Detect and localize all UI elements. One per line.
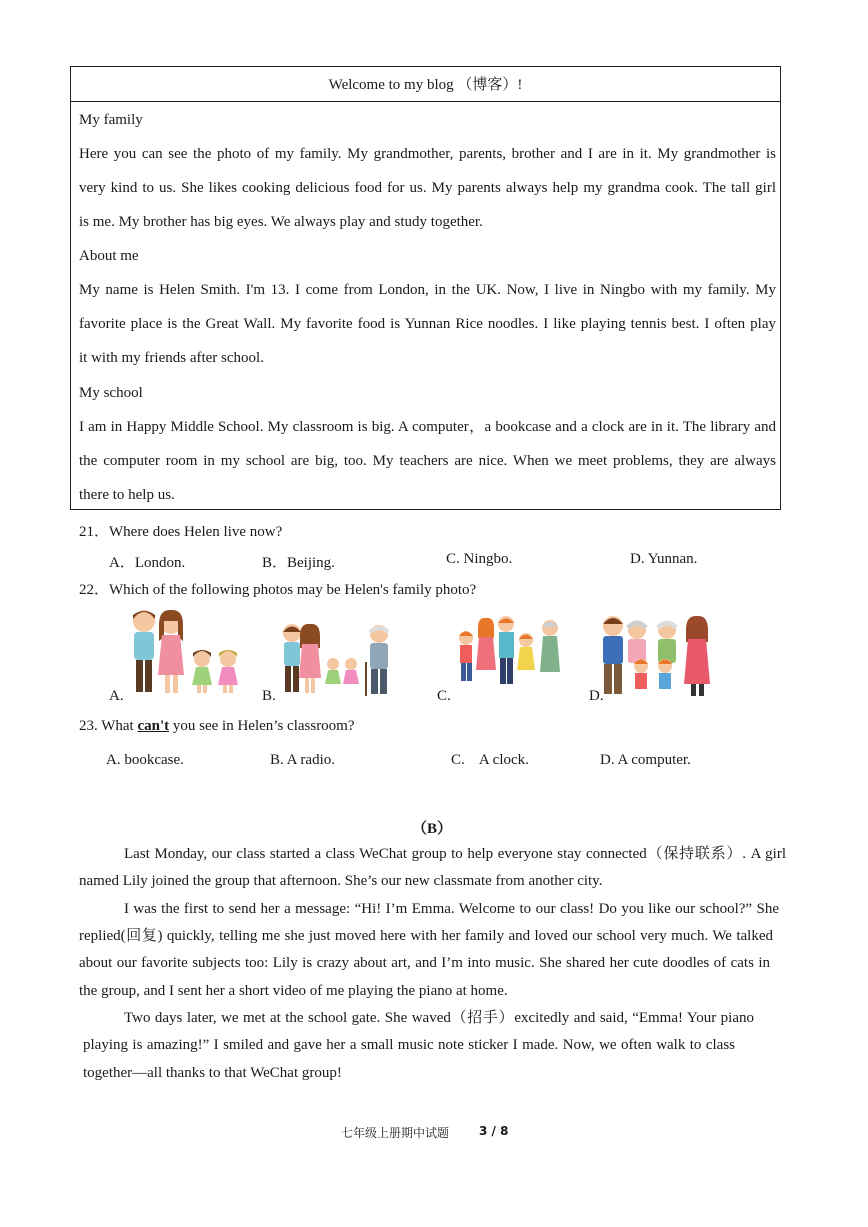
passage-line: the group, and I sent her a short video of me playing the piano at home. bbox=[79, 983, 508, 999]
q22-label-a: A. bbox=[109, 688, 124, 704]
passage-line: playing is amazing!” I smiled and gave her a small music note sticker I made. Now, we often walk to class bbox=[83, 1037, 735, 1053]
about-line: My name is Helen Smith. I'm 13. I come from London, in the UK. Now, I live in Ningbo with my family. My bbox=[79, 282, 776, 298]
q23-option-c: C. A clock. bbox=[451, 752, 529, 768]
q23-emphasis: can't bbox=[137, 718, 170, 734]
passage-line: together—all thanks to that WeChat group! bbox=[83, 1065, 342, 1081]
question-21: 21．Where does Helen live now? bbox=[79, 524, 283, 540]
family-photo-b bbox=[278, 622, 400, 702]
school-line: the computer room in my school are big, too. My teachers are nice. When we meet problems, they are always bbox=[79, 453, 776, 469]
passage-line: Two days later, we met at the school gate. She waved（招手）excitedly and said, “Emma! Your piano bbox=[124, 1010, 754, 1026]
page-number: 3 / 8 bbox=[479, 1124, 509, 1138]
q21-option-b: B．Beijing. bbox=[262, 555, 335, 571]
q23-prefix: 23. What bbox=[79, 718, 138, 734]
q21-option-c: C. Ningbo. bbox=[446, 551, 513, 567]
q23-option-b: B. A radio. bbox=[270, 752, 336, 768]
family-heading: My family bbox=[79, 112, 143, 128]
q22-label-d: D. bbox=[589, 688, 604, 704]
passage-line: about our favorite subjects too: Lily is crazy about art, and I’m into music. She shared her cute doodles of cats in bbox=[79, 955, 770, 971]
passage-line: I was the first to send her a message: “Hi! I’m Emma. Welcome to our class! Do you like our school?” She bbox=[124, 901, 779, 917]
footer-title: 七年级上册期中试题 bbox=[341, 1126, 450, 1140]
school-line: I am in Happy Middle School. My classroom is big. A computer，a bookcase and a clock are in it. The library and bbox=[79, 419, 776, 435]
family-line: is me. My brother has big eyes. We always play and study together. bbox=[79, 214, 483, 230]
family-line: very kind to us. She likes cooking delicious food for us. My parents always help my grandma cook. The tall girl bbox=[79, 180, 776, 196]
family-photo-a bbox=[126, 607, 246, 703]
passage-line: named Lily joined the group that afternoon. She’s our new classmate from another city. bbox=[79, 873, 603, 889]
blog-title: Welcome to my blog （博客）! bbox=[71, 67, 780, 102]
passage-line: Last Monday, our class started a class WeChat group to help everyone stay connected（保持联系）. A girl bbox=[124, 846, 786, 862]
family-photo-c bbox=[454, 612, 572, 692]
q21-option-d: D. Yunnan. bbox=[630, 551, 698, 567]
q22-label-b: B. bbox=[262, 688, 276, 704]
question-23 bbox=[79, 718, 355, 735]
q21-option-a: A．London. bbox=[109, 555, 186, 571]
family-line: Here you can see the photo of my family. My grandmother, parents, brother and I are in it. My grandmother is bbox=[79, 146, 776, 162]
passage-line: replied(回复) quickly, telling me she just moved here with her family and loved our school very much. We talked bbox=[79, 928, 773, 944]
about-heading: About me bbox=[79, 248, 139, 264]
section-b-title: （B） bbox=[412, 821, 453, 837]
about-line: it with my friends after school. bbox=[79, 350, 264, 366]
q23-suffix: you see in Helen’s classroom? bbox=[169, 718, 355, 734]
question-22: 22．Which of the following photos may be Helen's family photo? bbox=[79, 582, 477, 598]
about-line: favorite place is the Great Wall. My favorite food is Yunnan Rice noodles. I like playing tennis best. I often play bbox=[79, 316, 776, 332]
q22-label-c: C. bbox=[437, 688, 451, 704]
blog-box bbox=[70, 66, 781, 510]
school-heading: My school bbox=[79, 385, 143, 401]
family-photo-d bbox=[599, 612, 715, 702]
q23-option-a: A. bookcase. bbox=[106, 752, 184, 768]
q23-option-d: D. A computer. bbox=[600, 752, 691, 768]
school-line: there to help us. bbox=[79, 487, 175, 503]
